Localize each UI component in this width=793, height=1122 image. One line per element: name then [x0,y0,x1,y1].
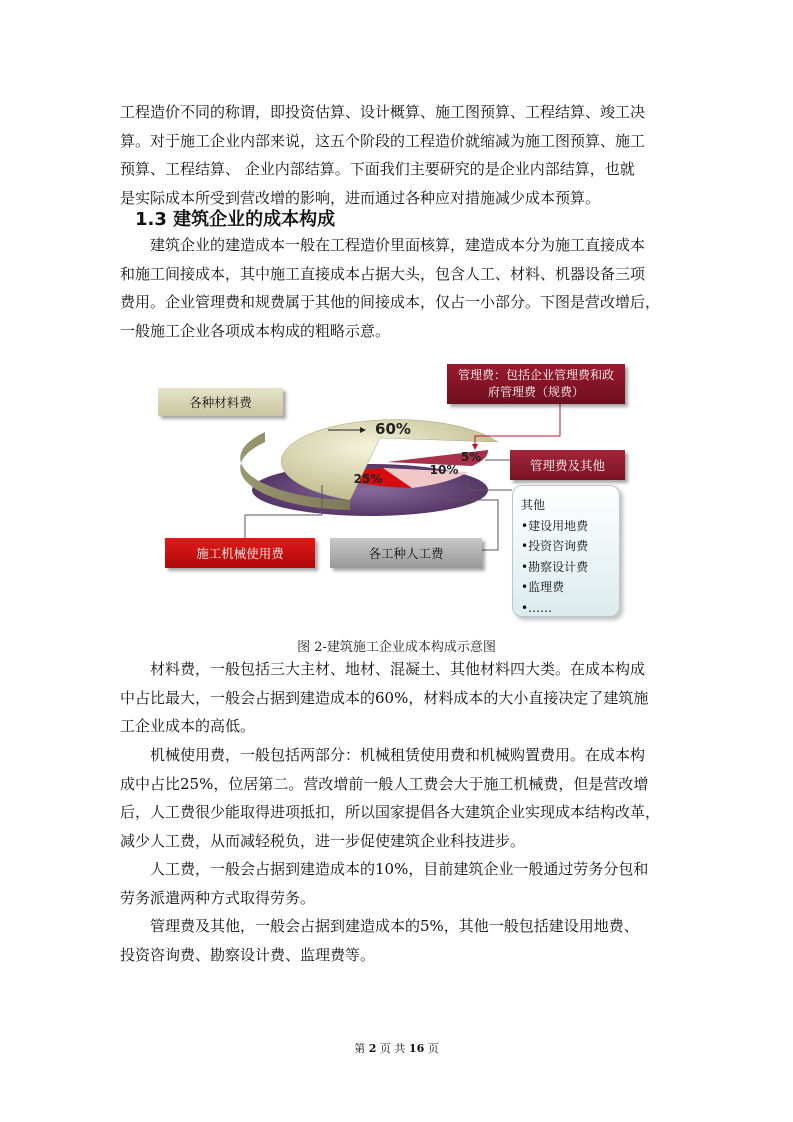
intro-paragraph [120,98,675,212]
other-costs-box [512,485,620,617]
legend-materials: 各种材料费 [158,388,283,416]
intro-line: 工程造价不同的称谓，即投资估算、设计概算、施工图预算、工程结算、竣工决 [120,103,646,121]
paragraph-line: 机械使用费，一般包括两部分：机械租赁使用费和机械购置费用。在成本构 [150,746,646,764]
footer-prefix: 第 [354,1042,366,1055]
paragraph-line: 工企业成本的高低。 [120,717,256,736]
label-10: 10% [429,462,459,477]
paragraph-line: 管理费及其他，一般会占据到建造成本的5%，其他一般包括建设用地费、 [150,917,639,935]
other-item: •…… [521,600,553,615]
other-item: •建设用地费 [521,518,589,533]
paragraph-line: 一般施工企业各项成本构成的粗略示意。 [120,321,391,340]
paragraph-line: 和施工间接成本，其中施工直接成本占据大头，包含人工、材料、机器设备三项 [120,264,646,283]
footer-mid: 页 共 [379,1042,406,1055]
paragraph-line: 劳务派遣两种方式取得劳务。 [120,888,316,907]
cost-composition-diagram [150,360,640,630]
total-page-number: 16 [408,1042,425,1055]
materials-paragraph [120,655,675,741]
other-item: •投资咨询费 [521,539,589,553]
legend-management: 管理费及其他 [510,450,625,480]
paragraph-line: 建筑企业的建造成本一般在工程造价里面核算，建造成本分为施工直接成本 [150,236,646,254]
intro-line: 预算、工程结算、 企业内部结算。下面我们主要研究的是企业内部结算，也就 [120,160,635,179]
page-footer [0,1040,793,1056]
paragraph-line: 费用。企业管理费和规费属于其他的间接成本，仅占一小部分。下图是营改增后， [120,293,661,312]
management-note-box: 管理费：包括企业管理费和政府管理费（规费） [447,364,625,404]
paragraph-line: 投资咨询费、勘察设计费、监理费等。 [120,945,376,964]
legend-machinery: 施工机械使用费 [165,538,315,568]
paragraph-line: 后，人工费很少能取得进项抵扣，所以国家提倡各大建筑企业实现成本结构改革， [120,803,661,822]
paragraph-line: 中占比最大，一般会占据到建造成本的60%，材料成本的大小直接决定了建筑施 [120,688,649,707]
machinery-paragraph [120,741,675,855]
intro-line: 算。对于施工企业内部来说，这五个阶段的工程造价就缩减为施工图预算、施工 [120,131,646,150]
label-60: 60% [375,419,411,438]
paragraph-line: 减少人工费，从而减轻税负，进一步促使建筑企业科技进步。 [120,831,526,850]
paragraph-line: 材料费，一般包括三大主材、地材、混凝土、其他材料四大类。在成本构成 [150,660,646,678]
labor-paragraph [120,855,675,912]
composition-paragraph [120,231,675,345]
figure-caption: 图 2-建筑施工企业成本构成示意图 [297,640,496,655]
other-item: •勘察设计费 [521,559,589,574]
current-page-number: 2 [368,1042,377,1055]
section-heading: 1.3 建筑企业的成本构成 [135,209,336,230]
paragraph-line: 人工费，一般会占据到建造成本的10%，目前建筑企业一般通过劳务分包和 [150,860,649,878]
other-item: •监理费 [521,580,565,594]
intro-line: 是实际成本所受到营改增的影响，进而通过各种应对措施减少成本预算。 [120,188,601,207]
footer-suffix: 页 [427,1042,439,1055]
management-paragraph [120,912,675,969]
label-25: 25% [353,471,383,486]
legend-labor: 各工种人工费 [330,538,482,568]
paragraph-line: 成中占比25%，位居第二。营改增前一般人工费会大于施工机械费，但是营改增 [120,774,649,793]
label-5: 5% [460,449,482,464]
other-title: 其他 [521,498,546,512]
